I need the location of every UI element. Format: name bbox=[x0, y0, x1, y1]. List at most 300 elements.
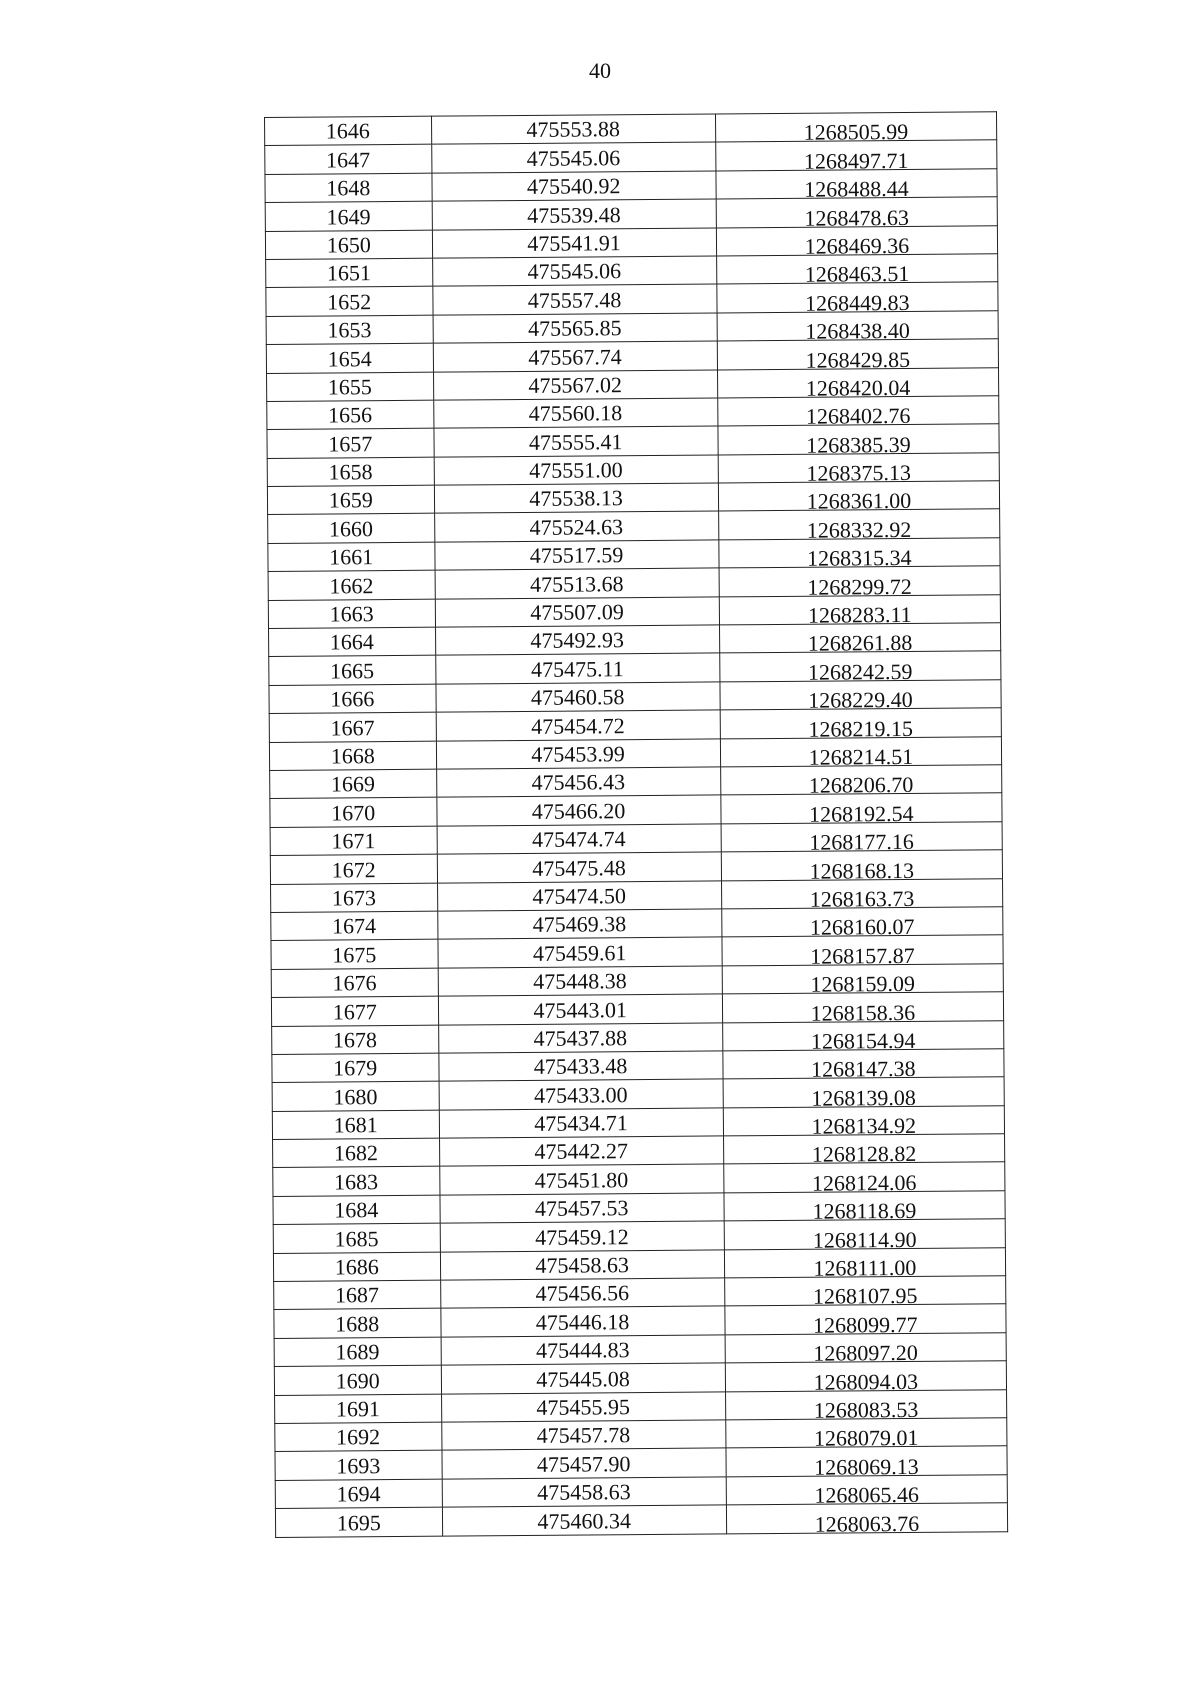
y-coordinate-cell bbox=[726, 1503, 1007, 1537]
point-number-cell bbox=[272, 1110, 439, 1140]
cell-text: 1648 bbox=[326, 175, 371, 201]
point-number-cell bbox=[273, 1195, 440, 1225]
cell-text: 1268160.07 bbox=[809, 914, 915, 941]
point-number-cell bbox=[275, 1479, 442, 1509]
cell-text: 1268168.13 bbox=[809, 857, 915, 884]
point-number-cell bbox=[269, 627, 436, 657]
table-row bbox=[265, 197, 997, 231]
cell-text: 1651 bbox=[326, 260, 372, 286]
x-coordinate-cell bbox=[434, 540, 718, 571]
x-coordinate-cell bbox=[442, 1505, 726, 1536]
cell-text: 1671 bbox=[331, 828, 376, 854]
table-row bbox=[268, 566, 1000, 600]
cell-text: 475538.13 bbox=[529, 485, 623, 512]
cell-text: 475456.56 bbox=[535, 1280, 630, 1307]
x-coordinate-cell bbox=[434, 483, 718, 514]
table-row bbox=[273, 1219, 1005, 1253]
y-coordinate-cell bbox=[726, 1446, 1007, 1480]
cell-text: 1653 bbox=[327, 317, 372, 343]
table-row bbox=[267, 424, 999, 458]
cell-text: 1690 bbox=[335, 1367, 380, 1394]
y-coordinate-cell bbox=[723, 1134, 1004, 1168]
table-row bbox=[266, 254, 998, 288]
cell-text: 475459.12 bbox=[535, 1223, 629, 1250]
y-coordinate-cell bbox=[725, 1304, 1006, 1338]
cell-text: 475434.71 bbox=[534, 1110, 628, 1136]
cell-text: 1268099.77 bbox=[813, 1311, 918, 1338]
cell-text: 475451.80 bbox=[534, 1167, 629, 1193]
cell-text: 1268429.85 bbox=[805, 346, 911, 373]
cell-text: 1657 bbox=[328, 430, 373, 457]
cell-text: 1268469.36 bbox=[804, 232, 910, 259]
table-row bbox=[274, 1276, 1006, 1310]
cell-text: 1659 bbox=[328, 487, 373, 513]
cell-text: 1655 bbox=[327, 374, 372, 400]
cell-text: 1693 bbox=[336, 1452, 381, 1479]
y-coordinate-cell bbox=[719, 623, 1000, 657]
cell-text: 1669 bbox=[330, 771, 376, 797]
cell-text: 1649 bbox=[326, 203, 371, 230]
point-number-cell bbox=[269, 656, 436, 686]
table-row bbox=[271, 907, 1003, 941]
cell-text: 475459.61 bbox=[532, 939, 627, 966]
cell-text: 1268107.95 bbox=[812, 1283, 918, 1310]
x-coordinate-cell bbox=[432, 256, 716, 287]
cell-text: 475565.85 bbox=[527, 315, 622, 342]
table-row bbox=[270, 850, 1002, 884]
cell-text: 1656 bbox=[327, 402, 373, 428]
cell-text: 1691 bbox=[335, 1396, 380, 1422]
cell-text: 1268505.99 bbox=[803, 119, 909, 146]
cell-text: 1268134.92 bbox=[811, 1112, 917, 1139]
point-number-cell bbox=[266, 287, 433, 317]
cell-text: 1268206.70 bbox=[808, 772, 914, 799]
point-number-cell bbox=[271, 996, 438, 1026]
table-row bbox=[265, 225, 997, 259]
cell-text: 1268283.11 bbox=[807, 601, 912, 628]
cell-text: 475442.27 bbox=[534, 1138, 629, 1165]
cell-text: 475540.92 bbox=[526, 173, 621, 200]
cell-text: 475560.18 bbox=[528, 400, 623, 427]
cell-text: 1660 bbox=[328, 516, 374, 542]
x-coordinate-cell bbox=[441, 1363, 725, 1394]
cell-text: 1268497.71 bbox=[803, 147, 909, 174]
point-number-cell bbox=[274, 1309, 441, 1339]
cell-text: 1662 bbox=[329, 572, 374, 599]
cell-text: 1268111.00 bbox=[813, 1254, 917, 1281]
cell-text: 1668 bbox=[330, 743, 375, 769]
point-number-cell bbox=[267, 485, 434, 515]
cell-text: 1658 bbox=[328, 459, 373, 485]
cell-text: 475433.48 bbox=[533, 1053, 628, 1080]
cell-text: 1667 bbox=[330, 714, 375, 741]
table-row bbox=[273, 1134, 1005, 1168]
cell-text: 475458.63 bbox=[537, 1479, 631, 1506]
point-number-cell bbox=[273, 1167, 440, 1197]
cell-text: 1268065.46 bbox=[814, 1482, 920, 1508]
cell-text: 1268375.13 bbox=[806, 460, 912, 486]
cell-text: 475460.34 bbox=[537, 1507, 631, 1534]
point-number-cell bbox=[272, 1081, 439, 1111]
x-coordinate-cell bbox=[435, 597, 719, 628]
y-coordinate-cell bbox=[716, 197, 997, 231]
x-coordinate-cell bbox=[441, 1448, 725, 1479]
cell-text: 1268214.51 bbox=[808, 743, 914, 770]
cell-text: 475443.01 bbox=[533, 996, 627, 1023]
point-number-cell bbox=[267, 428, 434, 458]
table-row bbox=[274, 1333, 1006, 1367]
y-coordinate-cell bbox=[722, 935, 1003, 969]
y-coordinate-cell bbox=[718, 509, 999, 543]
cell-text: 475545.06 bbox=[526, 144, 621, 171]
table-row bbox=[269, 708, 1001, 742]
point-number-cell bbox=[266, 315, 433, 345]
cell-text: 475539.48 bbox=[527, 201, 621, 228]
y-coordinate-cell bbox=[715, 112, 996, 146]
cell-text: 475555.41 bbox=[528, 428, 623, 455]
cell-text: 1683 bbox=[334, 1168, 379, 1195]
point-number-cell bbox=[268, 514, 435, 544]
cell-text: 1661 bbox=[329, 544, 374, 570]
cell-text: 1688 bbox=[335, 1310, 380, 1337]
cell-text: 1268114.90 bbox=[812, 1226, 917, 1253]
point-number-cell bbox=[270, 769, 437, 799]
cell-text: 475541.91 bbox=[527, 230, 621, 256]
table-row bbox=[271, 935, 1003, 969]
point-number-cell bbox=[268, 570, 435, 600]
y-coordinate-cell bbox=[721, 793, 1002, 827]
cell-text: 475455.95 bbox=[536, 1394, 631, 1420]
cell-text: 1268332.92 bbox=[806, 516, 912, 543]
cell-text: 1674 bbox=[332, 913, 377, 939]
y-coordinate-cell bbox=[724, 1219, 1005, 1253]
table-row bbox=[270, 765, 1002, 799]
cell-text: 475474.74 bbox=[531, 826, 626, 853]
x-coordinate-cell bbox=[431, 142, 715, 173]
cell-text: 475457.78 bbox=[536, 1422, 631, 1449]
point-number-cell bbox=[268, 542, 435, 572]
cell-text: 1684 bbox=[334, 1197, 379, 1223]
x-coordinate-cell bbox=[437, 824, 721, 855]
table-row bbox=[267, 481, 999, 515]
x-coordinate-cell bbox=[436, 710, 720, 741]
table-row bbox=[272, 1020, 1004, 1054]
table-row bbox=[271, 963, 1003, 997]
point-number-cell bbox=[265, 173, 432, 203]
x-coordinate-cell bbox=[439, 1108, 723, 1139]
y-coordinate-cell bbox=[717, 339, 998, 373]
cell-text: 1678 bbox=[332, 1027, 378, 1053]
y-coordinate-cell bbox=[715, 140, 996, 174]
table-row bbox=[269, 623, 1001, 657]
cell-text: 475446.18 bbox=[535, 1308, 630, 1335]
y-coordinate-cell bbox=[723, 1162, 1004, 1196]
point-number-cell bbox=[265, 201, 432, 231]
x-coordinate-cell bbox=[440, 1278, 724, 1309]
cell-text: 475492.93 bbox=[530, 627, 625, 654]
table-row bbox=[268, 538, 1000, 572]
point-number-cell bbox=[272, 1053, 439, 1083]
point-number-cell bbox=[265, 145, 432, 175]
table-row bbox=[275, 1418, 1007, 1452]
cell-text: 1268315.34 bbox=[806, 545, 912, 571]
table-row bbox=[275, 1503, 1007, 1537]
cell-text: 1268420.04 bbox=[805, 374, 911, 401]
cell-text: 475469.38 bbox=[532, 911, 627, 938]
table-row bbox=[273, 1162, 1005, 1196]
table-row bbox=[265, 169, 997, 203]
cell-text: 1652 bbox=[327, 288, 372, 315]
table-row bbox=[275, 1474, 1007, 1508]
x-coordinate-cell bbox=[436, 795, 720, 826]
x-coordinate-cell bbox=[432, 199, 716, 230]
point-number-cell bbox=[268, 599, 435, 629]
coordinates-table-body bbox=[265, 112, 1008, 1537]
cell-text: 1268154.94 bbox=[810, 1027, 916, 1054]
table-row bbox=[265, 140, 997, 174]
x-coordinate-cell bbox=[432, 284, 716, 315]
cell-text: 1654 bbox=[327, 345, 372, 372]
coordinates-table bbox=[264, 111, 1008, 1537]
x-coordinate-cell bbox=[437, 937, 721, 968]
table-row bbox=[271, 992, 1003, 1026]
cell-text: 1268163.73 bbox=[809, 885, 915, 912]
x-coordinate-cell bbox=[437, 909, 721, 940]
cell-text: 475553.88 bbox=[526, 116, 621, 143]
cell-text: 475475.11 bbox=[531, 656, 624, 682]
cell-text: 475458.63 bbox=[535, 1252, 629, 1278]
x-coordinate-cell bbox=[436, 767, 720, 798]
cell-text: 1673 bbox=[331, 885, 376, 911]
y-coordinate-cell bbox=[717, 282, 998, 316]
point-number-cell bbox=[272, 1025, 439, 1055]
cell-text: 475517.59 bbox=[529, 542, 624, 569]
x-coordinate-cell bbox=[440, 1306, 724, 1337]
x-coordinate-cell bbox=[435, 653, 719, 684]
x-coordinate-cell bbox=[433, 369, 717, 400]
cell-text: 1268139.08 bbox=[811, 1084, 916, 1111]
cell-text: 475567.74 bbox=[528, 343, 622, 370]
cell-text: 1268299.72 bbox=[807, 573, 912, 600]
cell-text: 1670 bbox=[331, 799, 376, 826]
cell-text: 1268402.76 bbox=[805, 403, 911, 430]
point-number-cell bbox=[270, 826, 437, 856]
cell-text: 1268177.16 bbox=[809, 829, 914, 855]
y-coordinate-cell bbox=[722, 992, 1003, 1026]
y-coordinate-cell bbox=[719, 566, 1000, 600]
x-coordinate-cell bbox=[439, 1193, 723, 1224]
cell-text: 475513.68 bbox=[529, 570, 624, 597]
table-row bbox=[272, 1077, 1004, 1111]
point-number-cell bbox=[273, 1223, 440, 1253]
x-coordinate-cell bbox=[440, 1250, 724, 1281]
point-number-cell bbox=[275, 1422, 442, 1452]
table-row bbox=[270, 793, 1002, 827]
table-row bbox=[266, 310, 998, 344]
point-number-cell bbox=[273, 1252, 440, 1282]
cell-text: 1268478.63 bbox=[804, 204, 910, 231]
cell-text: 1268158.36 bbox=[810, 999, 916, 1026]
table-row bbox=[266, 282, 998, 316]
cell-text: 1268097.20 bbox=[813, 1340, 918, 1366]
cell-text: 1268261.88 bbox=[807, 630, 913, 657]
x-coordinate-cell bbox=[437, 880, 721, 911]
y-coordinate-cell bbox=[718, 424, 999, 458]
x-coordinate-cell bbox=[433, 313, 717, 344]
cell-text: 1268147.38 bbox=[811, 1056, 916, 1083]
cell-text: 1687 bbox=[334, 1282, 380, 1308]
cell-text: 1268094.03 bbox=[813, 1368, 919, 1395]
x-coordinate-cell bbox=[433, 341, 717, 372]
cell-text: 1268157.87 bbox=[810, 942, 915, 969]
x-coordinate-cell bbox=[434, 455, 718, 486]
cell-text: 1695 bbox=[336, 1509, 381, 1536]
point-number-cell bbox=[275, 1507, 442, 1537]
table-row bbox=[269, 680, 1001, 714]
point-number-cell bbox=[271, 911, 438, 941]
cell-text: 1268083.53 bbox=[813, 1396, 919, 1423]
cell-text: 475567.02 bbox=[528, 372, 623, 398]
y-coordinate-cell bbox=[720, 708, 1001, 742]
point-number-cell bbox=[270, 854, 437, 884]
point-number-cell bbox=[271, 883, 438, 913]
cell-text: 1664 bbox=[329, 629, 374, 655]
y-coordinate-cell bbox=[721, 850, 1002, 884]
y-coordinate-cell bbox=[718, 481, 999, 515]
cell-text: 1663 bbox=[329, 601, 374, 627]
x-coordinate-cell bbox=[432, 228, 716, 259]
point-number-cell bbox=[269, 684, 436, 714]
point-number-cell bbox=[271, 939, 438, 969]
cell-text: 1268063.76 bbox=[814, 1510, 920, 1537]
table-row bbox=[269, 736, 1001, 770]
cell-text: 475433.00 bbox=[533, 1081, 628, 1108]
y-coordinate-cell bbox=[725, 1361, 1006, 1395]
table-row bbox=[267, 367, 999, 401]
cell-text: 475457.53 bbox=[534, 1195, 629, 1222]
x-coordinate-cell bbox=[436, 739, 720, 770]
cell-text: 1680 bbox=[333, 1083, 378, 1110]
cell-text: 475475.48 bbox=[532, 854, 626, 881]
x-coordinate-cell bbox=[435, 625, 719, 656]
point-number-cell bbox=[265, 230, 432, 260]
table-row bbox=[270, 821, 1002, 855]
cell-text: 1268361.00 bbox=[806, 488, 912, 515]
cell-text: 1666 bbox=[330, 686, 375, 712]
x-coordinate-cell bbox=[441, 1391, 725, 1422]
cell-text: 1268192.54 bbox=[809, 800, 914, 827]
table-row bbox=[267, 452, 999, 486]
cell-text: 475524.63 bbox=[529, 514, 624, 540]
cell-text: 1689 bbox=[335, 1339, 380, 1365]
x-coordinate-cell bbox=[442, 1477, 726, 1508]
point-number-cell bbox=[267, 400, 434, 430]
cell-text: 475448.38 bbox=[533, 968, 627, 995]
table-row bbox=[266, 339, 998, 373]
x-coordinate-cell bbox=[438, 966, 722, 997]
point-number-cell bbox=[269, 741, 436, 771]
cell-text: 475474.50 bbox=[532, 883, 627, 909]
table-row bbox=[274, 1361, 1006, 1395]
cell-text: 475437.88 bbox=[533, 1025, 628, 1051]
cell-text: 1665 bbox=[330, 657, 375, 684]
table-row bbox=[275, 1389, 1007, 1423]
cell-text: 1646 bbox=[325, 118, 370, 144]
point-number-cell bbox=[275, 1394, 442, 1424]
cell-text: 475466.20 bbox=[531, 797, 626, 824]
point-number-cell bbox=[274, 1280, 441, 1310]
x-coordinate-cell bbox=[441, 1420, 725, 1451]
cell-text: 475457.90 bbox=[536, 1450, 631, 1477]
cell-text: 475454.72 bbox=[531, 712, 625, 739]
cell-text: 1681 bbox=[333, 1112, 378, 1138]
x-coordinate-cell bbox=[439, 1079, 723, 1110]
cell-text: 1694 bbox=[336, 1481, 381, 1507]
cell-text: 1268449.83 bbox=[804, 289, 910, 316]
cell-text: 1685 bbox=[334, 1225, 379, 1252]
x-coordinate-cell bbox=[434, 511, 718, 542]
cell-text: 1650 bbox=[326, 232, 371, 258]
cell-text: 475557.48 bbox=[527, 286, 622, 313]
y-coordinate-cell bbox=[723, 1077, 1004, 1111]
table-row bbox=[273, 1191, 1005, 1225]
x-coordinate-cell bbox=[431, 114, 715, 145]
x-coordinate-cell bbox=[439, 1164, 723, 1195]
cell-text: 475460.58 bbox=[530, 684, 625, 711]
cell-text: 1686 bbox=[334, 1254, 379, 1280]
cell-text: 1268124.06 bbox=[811, 1169, 917, 1196]
cell-text: 1268229.40 bbox=[808, 687, 913, 713]
table-row bbox=[274, 1304, 1006, 1338]
point-number-cell bbox=[265, 116, 432, 146]
cell-text: 1692 bbox=[336, 1424, 381, 1450]
x-coordinate-cell bbox=[431, 171, 715, 202]
x-coordinate-cell bbox=[438, 1051, 722, 1082]
table-row bbox=[268, 509, 1000, 543]
cell-text: 475507.09 bbox=[530, 599, 624, 625]
cell-text: 475453.99 bbox=[531, 741, 625, 767]
point-number-cell bbox=[271, 968, 438, 998]
table-row bbox=[275, 1446, 1007, 1480]
cell-text: 1647 bbox=[325, 146, 371, 173]
cell-text: 1676 bbox=[332, 970, 377, 996]
table-row bbox=[269, 651, 1001, 685]
x-coordinate-cell bbox=[441, 1335, 725, 1366]
table-row bbox=[272, 1105, 1004, 1139]
point-number-cell bbox=[266, 343, 433, 373]
page-number: 40 bbox=[589, 58, 611, 83]
x-coordinate-cell bbox=[438, 1022, 722, 1053]
x-coordinate-cell bbox=[433, 426, 717, 457]
cell-text: 1268159.09 bbox=[810, 971, 916, 997]
x-coordinate-cell bbox=[438, 994, 722, 1025]
cell-text: 1679 bbox=[333, 1055, 378, 1081]
point-number-cell bbox=[267, 457, 434, 487]
cell-text: 475545.06 bbox=[527, 258, 622, 285]
table-row bbox=[273, 1247, 1005, 1281]
table-row bbox=[267, 396, 999, 430]
cell-text: 1268069.13 bbox=[814, 1453, 919, 1480]
x-coordinate-cell bbox=[435, 568, 719, 599]
x-coordinate-cell bbox=[433, 398, 717, 429]
x-coordinate-cell bbox=[440, 1221, 724, 1252]
point-number-cell bbox=[273, 1138, 440, 1168]
cell-text: 1675 bbox=[332, 941, 377, 968]
point-number-cell bbox=[269, 712, 436, 742]
point-number-cell bbox=[267, 372, 434, 402]
cell-text: 475456.43 bbox=[531, 769, 626, 796]
cell-text: 1677 bbox=[332, 998, 377, 1024]
